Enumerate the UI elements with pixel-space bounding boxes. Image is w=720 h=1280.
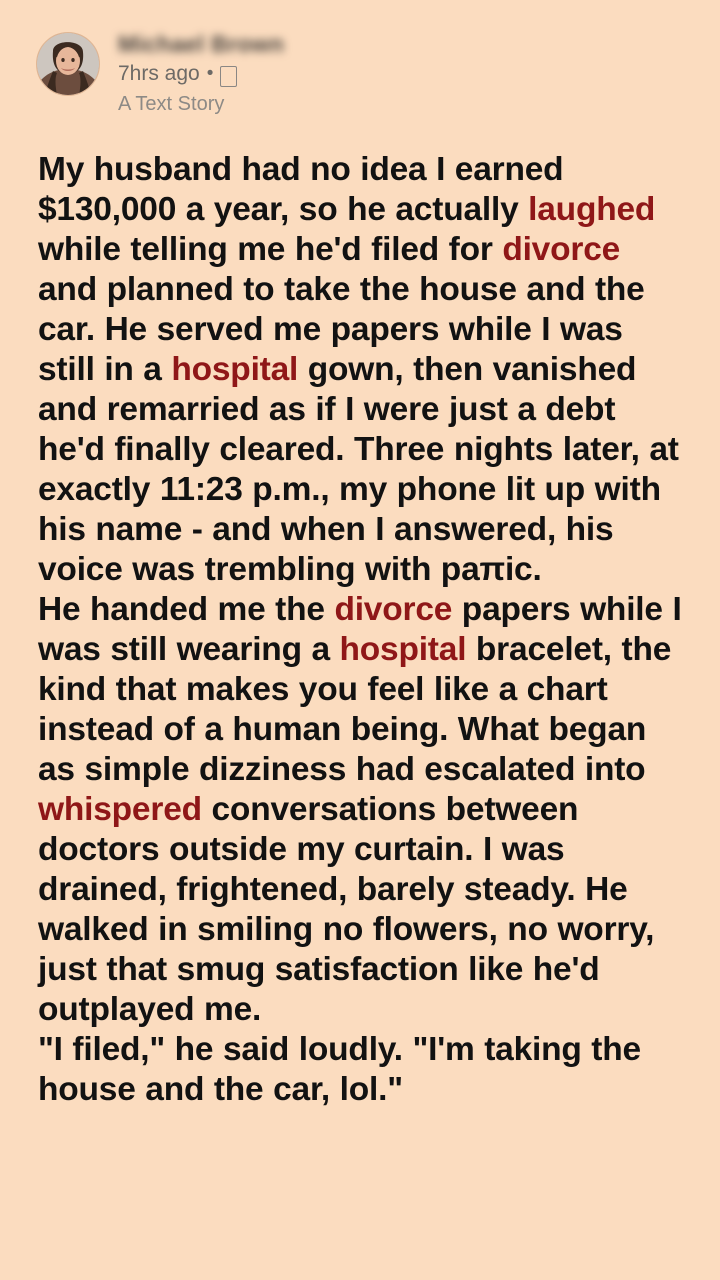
story-text: My husband had no idea I earned $130,000 a year, so he actually bbox=[38, 151, 564, 228]
highlighted-text: laughed bbox=[528, 191, 656, 228]
story-text: papers while I was still wearing a bbox=[38, 591, 682, 668]
story-text: He handed me the bbox=[38, 591, 335, 628]
header-text bbox=[118, 28, 284, 116]
highlighted-text: divorce bbox=[334, 591, 453, 628]
story-paragraph bbox=[38, 1030, 682, 1110]
highlighted-text: whispered bbox=[38, 791, 202, 828]
meta-separator: • bbox=[206, 63, 214, 84]
globe-icon bbox=[220, 66, 237, 87]
story-text: bracelet, the kind that makes you feel like a chart instead of a human being. What began as simple dizziness had escalated into bbox=[38, 631, 672, 788]
timestamp: 7hrs ago bbox=[118, 62, 200, 85]
story-text: and planned to take the house and the car. He served me papers while I was still in a bbox=[38, 271, 645, 388]
story-text: "I filed," he said loudly. "I'm taking the house and the car, lol." bbox=[38, 1031, 641, 1108]
story-text: while telling me he'd filed for bbox=[38, 231, 503, 268]
story-text: gown, then vanished and remarried as if I were just a debt he'd finally cleared. Three nights later, at exactly 11:23 p.m., my phone lit up with his name - and when I answered, his voice was trembling with paπic. bbox=[38, 351, 679, 588]
story-type-label: A Text Story bbox=[118, 93, 225, 115]
post-meta bbox=[118, 61, 284, 87]
highlighted-text: hospital bbox=[171, 351, 299, 388]
story-paragraph bbox=[38, 590, 682, 1030]
story-body bbox=[0, 132, 720, 1110]
post-header bbox=[0, 28, 720, 132]
avatar[interactable] bbox=[36, 32, 100, 96]
story-text: conversations between doctors outside my curtain. I was drained, frightened, barely steady. He walked in smiling no flowers, no worry, just that smug satisfaction like he'd outplayed me. bbox=[38, 791, 655, 1028]
highlighted-text: divorce bbox=[502, 231, 621, 268]
highlighted-text: hospital bbox=[339, 631, 467, 668]
author-name[interactable]: Michael Brown bbox=[118, 31, 285, 57]
story-paragraph bbox=[38, 150, 682, 590]
